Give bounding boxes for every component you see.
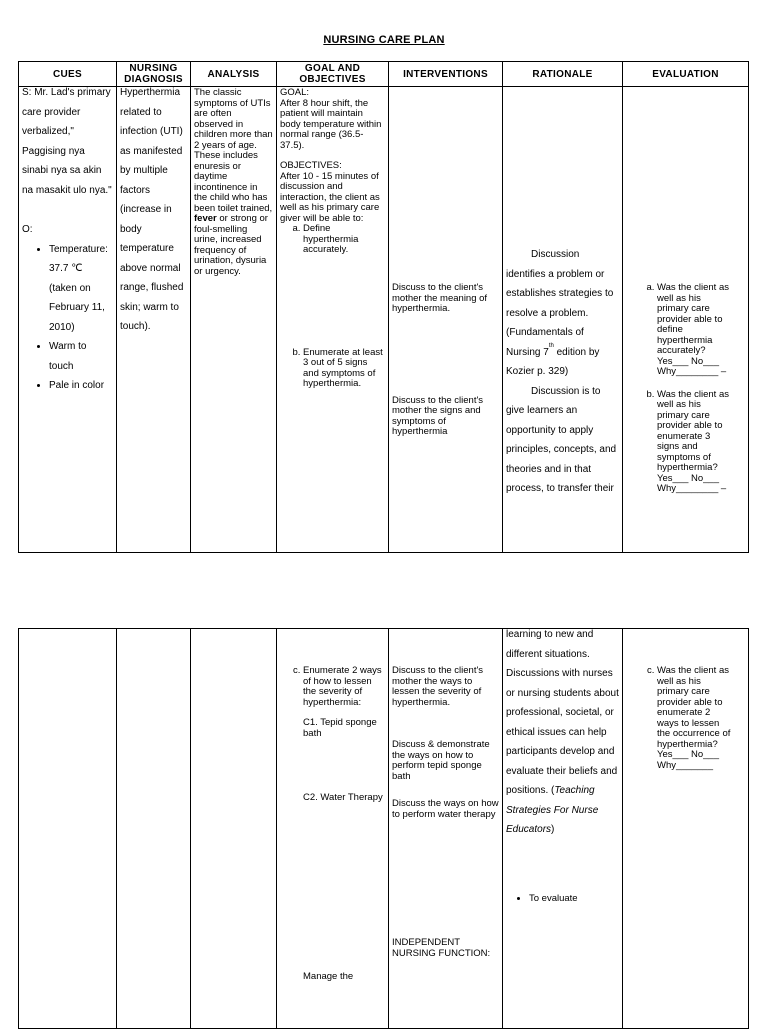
rationale-para-1: Discussion identifies a problem or establishes strategies to resolve a problem. (Fundamentals of Nursing 7th edition by Kozier p. 329) [506,249,614,377]
evaluation-b: b. Was the client as well as his primary care provider able to enumerate 3 signs and symptoms of hyperthermia? Yes___ No___ Why________ – [657,390,734,495]
cues-cell-continued [19,629,117,1029]
intervention-a: Discuss to the client's mother the meaning of hyperthermia. [392,282,488,314]
cue-pale: • Pale in color [49,376,113,396]
objectives-label: OBJECTIVES: [280,160,342,171]
evaluation-list-continued [623,666,748,771]
rationale-bullet: • To evaluate [529,894,622,905]
objectives-list-continued [277,666,388,708]
rationale-para-2: Discussion is to give learners an opportunity to apply principles, concepts, and theories and in that process, to transfer their [506,385,617,494]
cue-temperature: • Temperature: 37.7 ℃ (taken on February 11, 2010) [49,240,113,338]
rationale-cell [503,87,623,553]
header-cues: CUES [19,62,117,87]
header-analysis: ANALYSIS [191,62,277,87]
evaluation-c: c. Was the client as well as his primary care provider able to enumerate 2 ways to lessen the occurrence of hyperthermia? Yes___ No___ Why_______ [657,666,734,771]
goal-text: After 8 hour shift, the patient will maintain body temperature within normal range (36.5-37.5). [280,97,382,151]
evaluation-cell-continued [623,629,749,1029]
analysis-text: The classic symptoms of UTIs are often observed in children more than 2 years of age. These includes enuresis or daytime incontinence in the child who has been toilet trained, fever or strong or foul-smelling urine, increased frequency of urination, dysuria or urgency. [194,87,273,277]
goal-cell [277,87,389,553]
header-goal-objectives: GOAL AND OBJECTIVES [277,62,389,87]
care-plan-table-top [18,61,749,553]
objective-c1: C1. Tepid sponge bath [303,717,377,739]
cues-cell [19,87,117,553]
evaluation-list [623,283,748,495]
independent-nursing-function: INDEPENDENT NURSING FUNCTION: [392,937,491,959]
header-interventions: INTERVENTIONS [389,62,503,87]
cues-objective-list [19,240,116,396]
objective-d-cut: Manage the [303,970,354,982]
objectives-list [277,224,388,390]
intervention-b: Discuss to the client's mother the signs and symptoms of hyperthermia [392,394,484,437]
evaluation-a: a. Was the client as well as his primary care provider able to define hyperthermia accurately? Yes___ No___ Why________ – [657,283,734,378]
intervention-c: Discuss to the client's mother the ways to lessen the severity of hyperthermia. [392,665,484,708]
rationale-cell-continued [503,629,623,1029]
goal-label: GOAL: [280,87,310,98]
header-nursing-diagnosis: NURSING DIAGNOSIS [117,62,191,87]
objective-a: a. Define hyperthermia accurately. [303,224,385,256]
diagnosis-text: Hyperthermia related to infection (UTI) as manifested by multiple factors (increase in body temperature above normal range, flushed skin; warm to touch). [120,87,184,332]
header-evaluation: EVALUATION [623,62,749,87]
analysis-cell [191,87,277,553]
goal-cell-continued [277,629,389,1029]
interventions-cell-continued [389,629,503,1029]
diagnosis-cell-continued [117,629,191,1029]
objectives-text: After 10 - 15 minutes of discussion and interaction, the client as well as his primary care giver will be able to: [280,170,380,224]
rationale-bullets [503,894,622,905]
page-title: NURSING CARE PLAN [323,34,445,46]
objective-c2: C2. Water Therapy [303,792,383,803]
intervention-c2: Discuss the ways on how to perform water therapy [392,798,499,820]
rationale-para-3: learning to new and different situations. Discussions with nurses or nursing students about professional, societal, or ethical issues can help participants develop and evaluate their beliefs and positions. (Teaching Strategies For Nurse Educators) [506,629,619,835]
cue-warm: • Warm to touch [49,337,113,376]
interventions-cell [389,87,503,553]
care-plan-table-bottom [18,628,749,1029]
cues-subjective: S: Mr. Lad's primary care provider verbalized," Paggising nya sinabi nya sa akin na masakit ulo nya." [22,87,112,196]
objective-c: c. Enumerate 2 ways of how to lessen the severity of hyperthermia: [303,666,385,708]
evaluation-cell [623,87,749,553]
objective-b: b. Enumerate at least 3 out of 5 signs and symptoms of hyperthermia. [303,348,385,390]
diagnosis-cell [117,87,191,553]
header-rationale: RATIONALE [503,62,623,87]
cues-objective-label: O: [22,224,33,235]
analysis-cell-continued [191,629,277,1029]
intervention-c1: Discuss & demonstrate the ways on how to perform tepid sponge bath [392,739,490,782]
